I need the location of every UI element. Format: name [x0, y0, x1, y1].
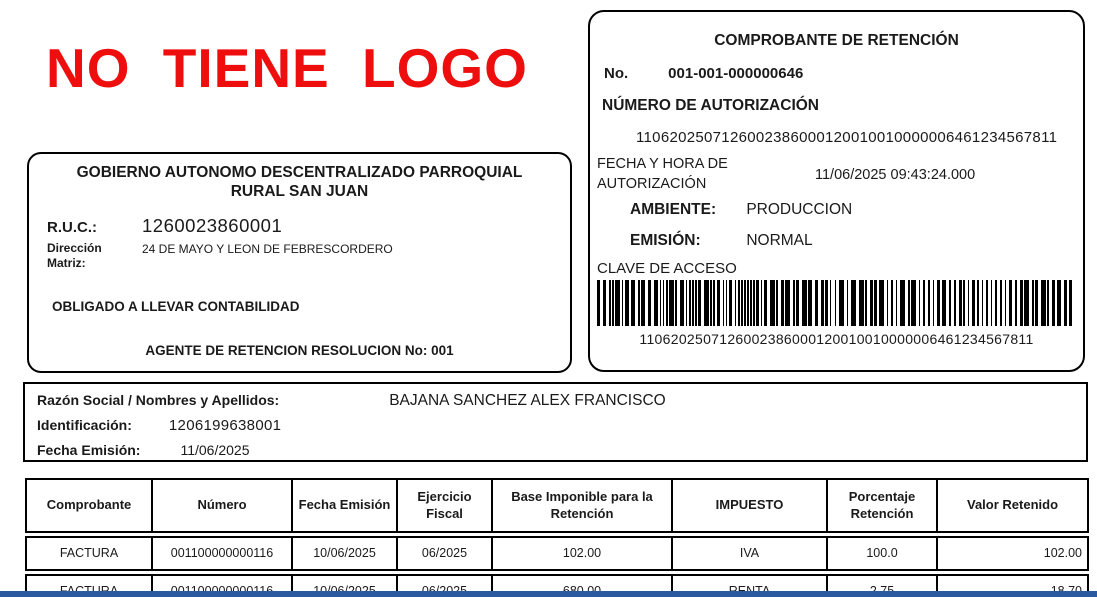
header-porcentaje: Porcentaje Retención: [826, 480, 936, 531]
authorization-number: 1106202507126002386000120010010000006461234567811: [636, 129, 1058, 146]
address-row: [47, 241, 570, 272]
cell-impuesto: IVA: [671, 538, 826, 569]
cell-base-imponible: 102.00: [491, 538, 671, 569]
receipt-info-box: [588, 10, 1085, 372]
emission-date-value: 11/06/2025: [180, 442, 250, 458]
customer-name-row: [37, 392, 1086, 417]
header-valor-retenido: Valor Retenido: [936, 480, 1087, 531]
retentions-table: [25, 478, 1089, 597]
receipt-number-label: No.: [604, 65, 629, 82]
emitter-name: GOBIERNO AUTONOMO DESCENTRALIZADO PARROQUIAL RURAL SAN JUAN: [76, 164, 523, 201]
accounting-note: OBLIGADO A LLEVAR CONTABILIDAD: [52, 298, 300, 314]
emision-row: [630, 232, 1083, 250]
window-bottom-edge-bar: [0, 591, 1097, 597]
customer-id-row: [37, 417, 1086, 442]
auth-datetime-row: [597, 155, 1083, 194]
header-fecha-emision: Fecha Emisión: [291, 480, 396, 531]
cell-numero: 001100000000116: [151, 538, 291, 569]
clave-acceso-number: 1106202507126002386000120010010000006461234567811: [639, 331, 1034, 348]
customer-name-value: BAJANA SANCHEZ ALEX FRANCISCO: [389, 392, 666, 409]
header-numero: Número: [151, 480, 291, 531]
emision-label: EMISIÓN:: [630, 232, 701, 250]
clave-acceso-label: CLAVE DE ACCESO: [597, 260, 737, 278]
emission-date-label: Fecha Emisión:: [37, 442, 141, 458]
receipt-number-value: 001-001-000000646: [668, 65, 804, 82]
auth-datetime-label: FECHA Y HORA DE AUTORIZACIÓN: [597, 156, 728, 192]
cell-comprobante: FACTURA: [59, 545, 119, 560]
clave-acceso-barcode: [597, 280, 1075, 326]
receipt-number-row: [604, 65, 1083, 82]
address-label: Dirección Matriz:: [47, 240, 102, 271]
no-logo-placeholder-text: NO TIENE LOGO: [46, 37, 528, 99]
table-row: [25, 536, 1089, 571]
address-value: 24 DE MAYO Y LEON DE FEBRESCORDERO: [142, 241, 393, 256]
customer-id-label: Identificación:: [37, 417, 132, 433]
ruc-label: R.U.C.:: [47, 218, 97, 236]
authorization-label: NÚMERO DE AUTORIZACIÓN: [602, 97, 819, 114]
receipt-title: COMPROBANTE DE RETENCIÓN: [714, 32, 959, 49]
cell-fecha-emision: 10/06/2025: [291, 538, 396, 569]
ambiente-value: PRODUCCION: [746, 201, 853, 219]
customer-name-label: Razón Social / Nombres y Apellidos:: [37, 392, 280, 408]
header-impuesto: IMPUESTO: [671, 480, 826, 531]
cell-ejercicio-fiscal: 06/2025: [396, 538, 491, 569]
cell-valor-retenido: 102.00: [936, 538, 1087, 569]
auth-datetime-value: 11/06/2025 09:43:24.000: [815, 166, 976, 183]
header-base-imponible: Base Imponible para la Retención: [491, 480, 671, 531]
emision-value: NORMAL: [746, 232, 813, 250]
customer-info-box: [23, 382, 1088, 462]
ambiente-label: AMBIENTE:: [630, 201, 717, 219]
customer-id-value: 1206199638001: [168, 417, 282, 434]
table-header-row: [25, 478, 1089, 533]
header-ejercicio-fiscal: Ejercicio Fiscal: [396, 480, 491, 531]
ruc-row: [47, 215, 570, 237]
retention-agent-note: AGENTE DE RETENCION RESOLUCION No: 001: [145, 343, 454, 358]
ruc-value: 1260023860001: [142, 214, 283, 236]
ambiente-row: [630, 201, 1083, 219]
cell-porcentaje: 100.0: [826, 538, 936, 569]
emission-date-row: [37, 442, 1086, 467]
header-comprobante: Comprobante: [46, 497, 132, 513]
emitter-info-box: [27, 152, 572, 373]
